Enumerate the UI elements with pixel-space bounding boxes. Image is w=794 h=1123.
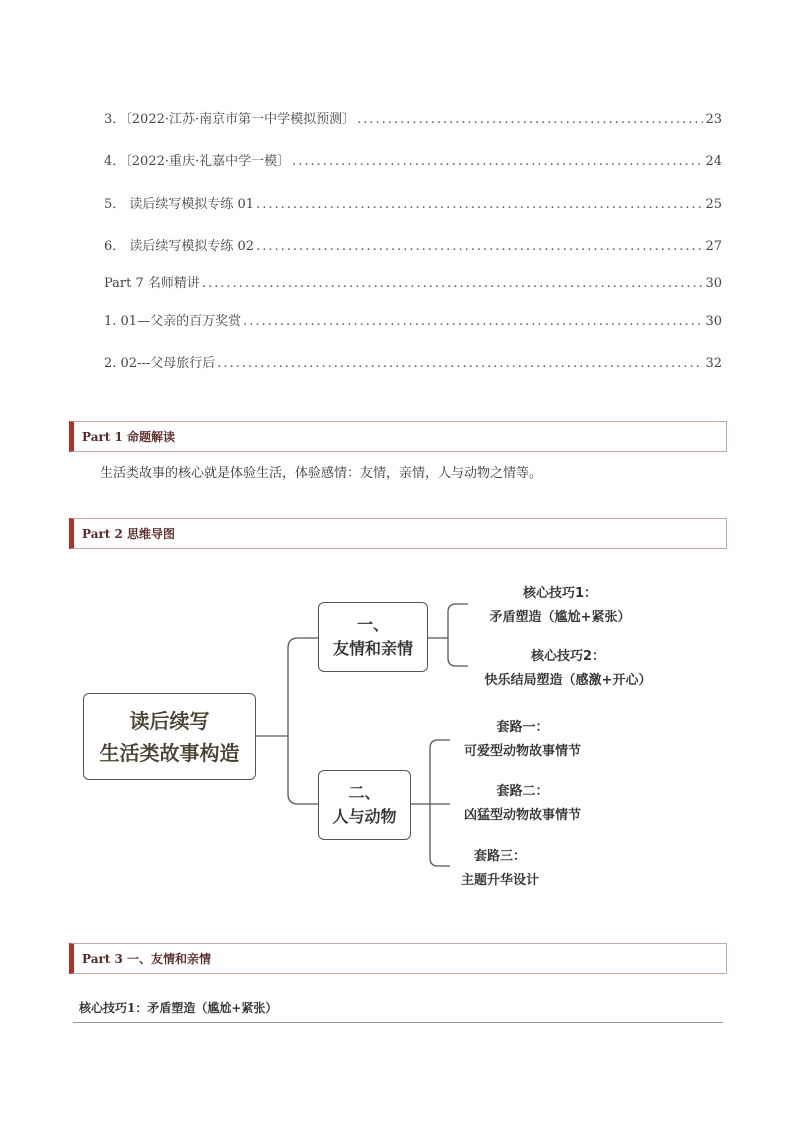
toc-entry[interactable]: [104, 352, 722, 371]
mind-map-leaf: [450, 780, 595, 828]
toc-entry-title: 6． 读后续写模拟专练 02: [104, 239, 255, 254]
toc-entry-title: 5． 读后续写模拟专练 01: [104, 197, 255, 212]
toc-leader-dots: [256, 239, 703, 254]
leaf-line1: 套路一：: [496, 720, 549, 735]
toc-entry-page: 24: [705, 154, 722, 169]
toc-entry-title: 1. 01—父亲的百万奖赏: [104, 314, 242, 329]
toc-leader-dots: [202, 276, 704, 291]
connector-root-branch1: [288, 638, 318, 736]
toc-entry-page: 27: [705, 239, 722, 254]
toc-entry[interactable]: [104, 272, 722, 291]
toc-leader-dots: [243, 314, 703, 329]
mind-map: [0, 570, 794, 900]
branch1-line2: 友情和亲情: [332, 639, 413, 658]
branch2-line1: 二、: [348, 783, 381, 802]
leaf-line1: 套路二：: [496, 784, 549, 799]
toc-entry-page: 32: [705, 356, 722, 371]
leaf-line1: 套路三：: [473, 849, 526, 864]
toc-leader-dots: [217, 356, 703, 371]
part1-text: 生活类故事的核心就是体验生活，体验感情：友情，亲情，人与动物之情等。: [100, 466, 543, 481]
mind-map-leaf: [450, 845, 550, 893]
toc-entry[interactable]: [104, 150, 722, 169]
toc-entry-page: 30: [705, 276, 722, 291]
toc-entry-title: Part 7 名师精讲: [104, 276, 200, 291]
toc-entry-page: 23: [705, 112, 722, 127]
mind-map-branch-friendship: [318, 602, 428, 672]
leaf-line2: 主题升华设计: [460, 873, 539, 888]
toc-leader-dots: [357, 112, 703, 127]
toc-entry[interactable]: [104, 235, 722, 254]
part3-subheading: 核心技巧1：矛盾塑造（尴尬+紧张）: [73, 993, 723, 1023]
toc-entry-page: 30: [705, 314, 722, 329]
leaf-line1: 核心技巧1：: [522, 586, 598, 601]
connector-root-branch2: [288, 736, 318, 804]
connector-branch2-leaf3: [430, 804, 450, 866]
part1-heading: Part 1 命题解读: [69, 421, 727, 452]
root-line2: 生活类故事构造: [99, 740, 240, 765]
part3-heading: Part 3 一、友情和亲情: [69, 943, 727, 974]
leaf-line1: 核心技巧2：: [530, 649, 606, 664]
toc-entry-title: 4．〔2022·重庆·礼嘉中学一模〕: [104, 154, 291, 169]
mind-map-root-node: [83, 693, 256, 780]
toc-entry-page: 25: [705, 197, 722, 212]
toc-entry-title: 2. 02---父母旅行后: [104, 356, 216, 371]
mind-map-leaf: [468, 645, 668, 693]
root-line1: 读后续写: [129, 708, 210, 733]
mind-map-leaf: [470, 582, 650, 630]
connector-branch1-leaf1: [448, 604, 468, 638]
mind-map-branch-human-animal: [318, 770, 411, 840]
connector-branch1-leaf2: [448, 638, 468, 666]
leaf-line2: 快乐结局塑造（感激+开心）: [484, 673, 652, 688]
toc-leader-dots: [292, 154, 703, 169]
toc-entry[interactable]: [104, 310, 722, 329]
mind-map-leaf: [450, 716, 595, 764]
toc-entry[interactable]: [104, 193, 722, 212]
leaf-line2: 凶猛型动物故事情节: [463, 808, 581, 823]
connector-branch2-leaf1: [430, 740, 450, 804]
branch2-line2: 人与动物: [332, 807, 397, 826]
leaf-line2: 可爱型动物故事情节: [463, 744, 581, 759]
toc-entry-title: 3．〔2022·江苏·南京市第一中学模拟预测〕: [104, 112, 356, 127]
toc-entry[interactable]: [104, 108, 722, 127]
toc-leader-dots: [256, 197, 703, 212]
branch1-line1: 一、: [356, 615, 389, 634]
part2-heading: Part 2 思维导图: [69, 518, 727, 549]
leaf-line2: 矛盾塑造（尴尬+紧张）: [489, 610, 631, 625]
